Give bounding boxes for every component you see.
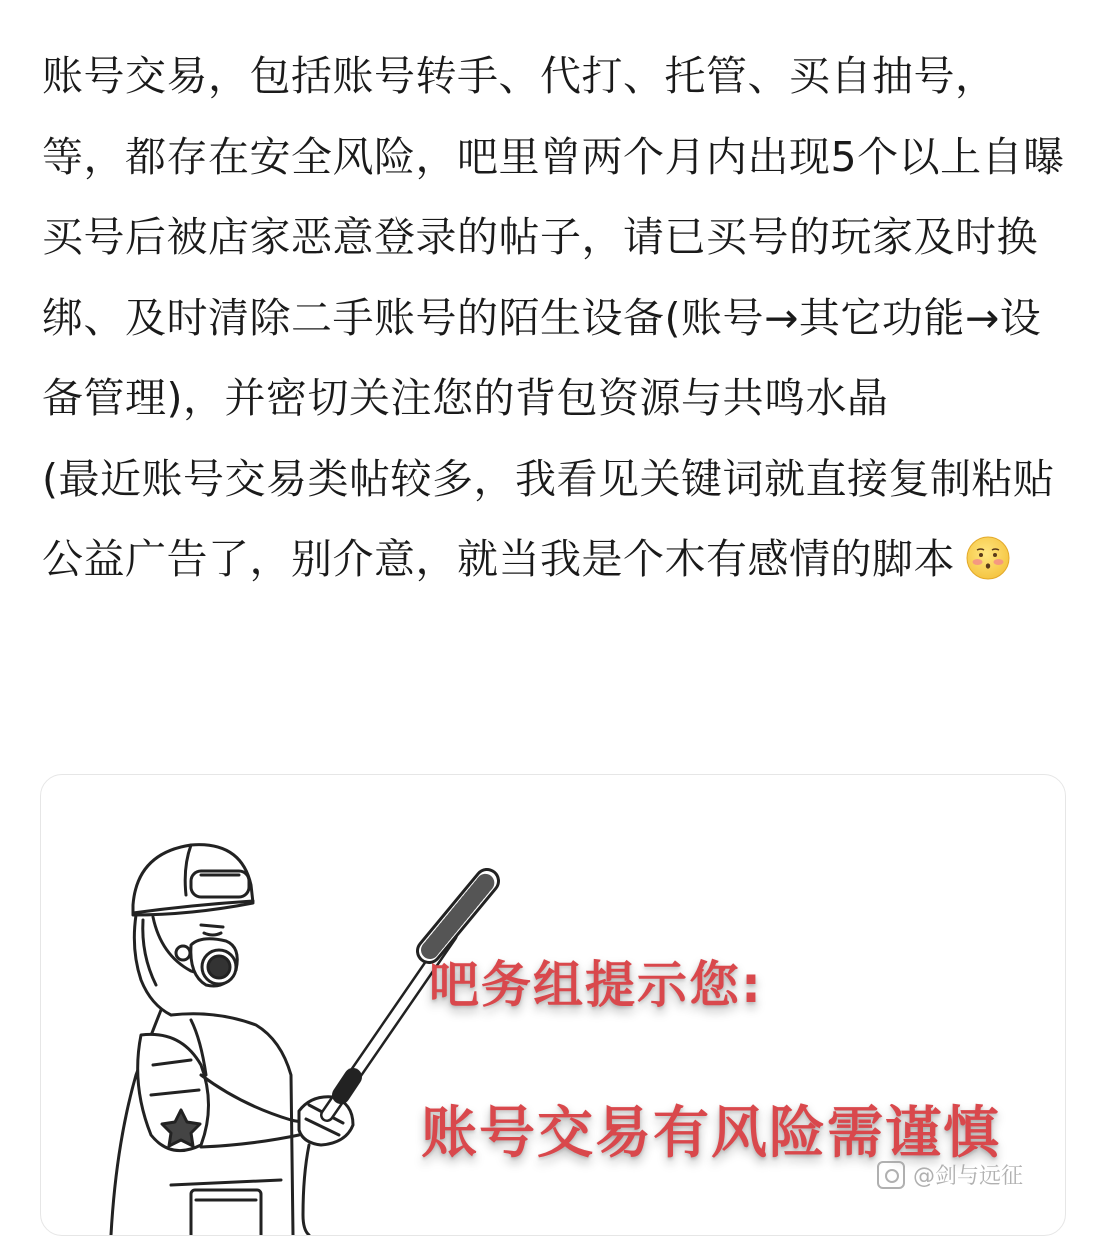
watermark-logo-icon xyxy=(877,1161,905,1189)
blushing-face-icon xyxy=(965,535,1011,581)
notice-warning: 账号交易有风险需谨慎 xyxy=(421,1101,1001,1166)
watermark-text: @剑与远征 xyxy=(913,1164,1024,1189)
notice-image[interactable] xyxy=(40,774,1066,1236)
notice-heading: 吧务组提示您: xyxy=(429,956,763,1014)
watermark xyxy=(877,1159,1023,1190)
post-body xyxy=(42,36,1072,600)
post-paragraph-2-text: (最近账号交易类帖较多，我看见关键词就直接复制粘贴公益广告了，别介意，就当我是个木有感情的脚本 xyxy=(42,454,1055,583)
post-paragraph-1: 账号交易，包括账号转手、代打、托管、买自抽号，等，都存在安全风险，吧里曾两个月内出现5个以上自曝买号后被店家恶意登录的帖子，请已买号的玩家及时换绑、及时清除二手账号的陌生设备(账号→其它功能→设备管理)，并密切关注您的背包资源与共鸣水晶 xyxy=(42,52,1065,422)
post-paragraph-2 xyxy=(42,439,1072,600)
